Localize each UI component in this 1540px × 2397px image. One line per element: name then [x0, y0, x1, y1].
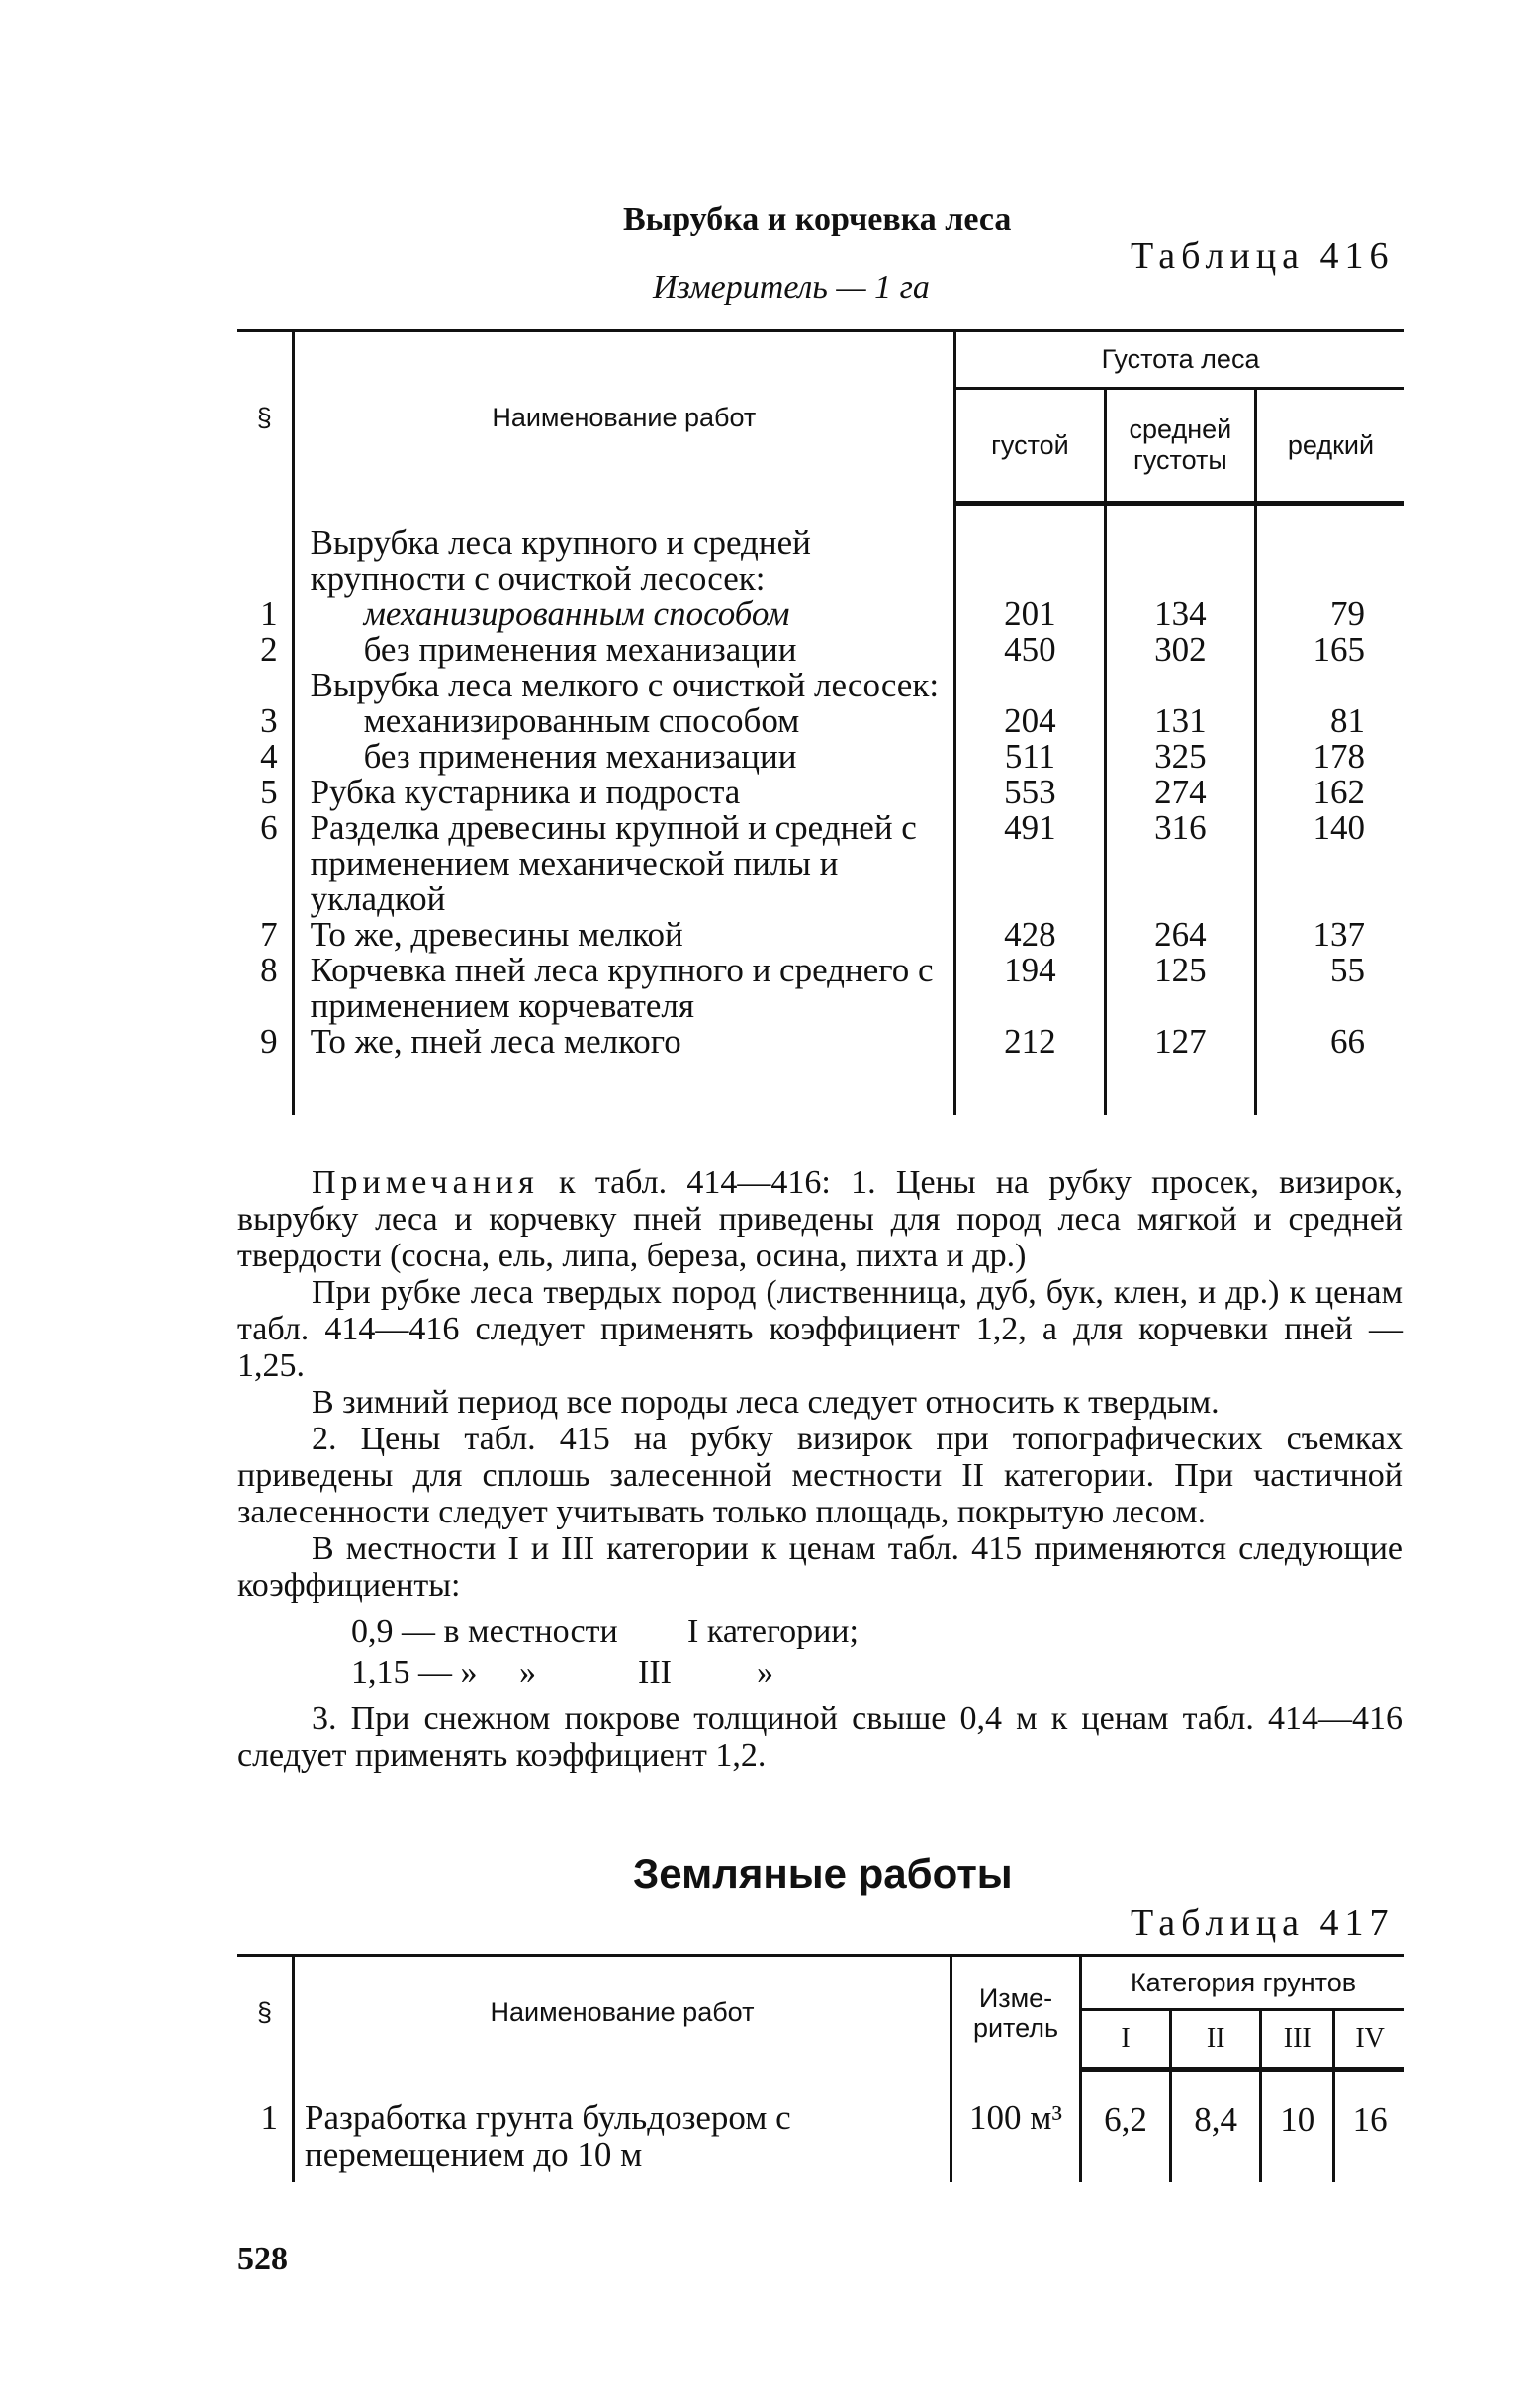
header-cat-3: III	[1261, 2010, 1334, 2070]
header-medium-line1: средней	[1129, 415, 1232, 444]
table-row	[237, 703, 1404, 739]
table-row	[237, 525, 1404, 597]
row-section	[237, 668, 293, 703]
row-section: 8	[237, 953, 293, 1024]
row-medium: 127	[1105, 1024, 1255, 1060]
table-417-label: Таблица 417	[1131, 1902, 1395, 1944]
row-section: 5	[237, 775, 293, 810]
header-soil-category: Категория грунтов	[1081, 1956, 1405, 2010]
row-dense: 450	[955, 632, 1106, 668]
row-cat-2: 8,4	[1171, 2070, 1261, 2172]
row-medium: 302	[1105, 632, 1255, 668]
note-paragraph-6: 3. При снежном покрове толщиной свыше 0,4 м к ценам табл. 414—416 следует применять коэффициент 1,2.	[237, 1701, 1403, 1774]
row-dense: 511	[955, 739, 1106, 775]
header-section: §	[237, 331, 293, 504]
row-medium: 316	[1105, 810, 1255, 917]
row-sparse: 81	[1330, 701, 1365, 740]
header-cat-1: I	[1081, 2010, 1171, 2070]
table-416-title: Вырубка и корчевка леса	[623, 201, 1012, 237]
row-sparse: 66	[1330, 1022, 1365, 1060]
coef-2-ditto-end: »	[757, 1654, 773, 1691]
notes-heading: Примечания	[312, 1164, 539, 1201]
row-section: 1	[237, 597, 293, 632]
row-medium	[1105, 668, 1255, 703]
coef-2-category: III	[638, 1654, 672, 1691]
row-name: Вырубка леса мелкого с очисткой лесосек:	[293, 668, 954, 703]
row-name: Разработка грунта бульдозером с перемещением до 10 м	[294, 2070, 951, 2172]
row-dense: 204	[955, 703, 1106, 739]
header-cat-4: IV	[1334, 2010, 1404, 2070]
header-unit-line2: ритель	[972, 2012, 1059, 2043]
table-row	[237, 917, 1404, 953]
table-417	[237, 1954, 1404, 2182]
table-416-label: Таблица 416	[1131, 235, 1395, 277]
row-section: 3	[237, 703, 293, 739]
row-cat-1: 6,2	[1081, 2070, 1171, 2172]
row-dense: 428	[955, 917, 1106, 953]
header-section: §	[237, 1956, 294, 2070]
row-sparse: 162	[1313, 773, 1365, 811]
header-forest-density: Густота леса	[955, 331, 1404, 389]
coef-2-ditto: »	[519, 1654, 536, 1691]
header-sparse: редкий	[1255, 389, 1404, 504]
table-row	[237, 810, 1404, 917]
row-sparse: 79	[1330, 595, 1365, 633]
row-name: Разделка древесины крупной и средней с применением механической пилы и укладкой	[293, 810, 954, 917]
row-medium: 131	[1105, 703, 1255, 739]
row-section: 7	[237, 917, 293, 953]
row-cat-4: 16	[1352, 2100, 1388, 2139]
row-section: 6	[237, 810, 293, 917]
row-name: То же, пней леса мелкого	[293, 1024, 954, 1060]
coef-2-value: 1,15 — »	[351, 1654, 478, 1691]
header-medium-line2: густоты	[1132, 445, 1227, 475]
header-medium	[1105, 389, 1255, 504]
table-row	[237, 597, 1404, 632]
row-sparse: 137	[1313, 915, 1365, 954]
row-sparse: 55	[1330, 951, 1365, 989]
note-paragraph-3: В зимний период все породы леса следует относить к твердым.	[312, 1384, 1220, 1421]
note-paragraph-4: 2. Цены табл. 415 на рубку визирок при топографических съемках приведены для сплошь залесенной местности II категории. При частичной залесенности следует учитывать только площадь, покрытую лесом.	[237, 1421, 1403, 1530]
row-medium: 125	[1105, 953, 1255, 1024]
row-medium: 274	[1105, 775, 1255, 810]
row-unit: 100 м³	[951, 2070, 1081, 2172]
table-row	[237, 1024, 1404, 1060]
row-sparse: 165	[1313, 630, 1365, 669]
table-416	[237, 329, 1404, 1115]
coef-1-value: 0,9 — в местности	[351, 1613, 618, 1650]
row-medium	[1105, 525, 1255, 597]
row-sparse	[1255, 668, 1404, 703]
row-name: механизированным способом	[293, 597, 954, 632]
coefficient-line-2	[351, 1654, 1403, 1691]
row-name: Корчевка пней леса крупного и среднего с применением корчевателя	[293, 953, 954, 1024]
row-name: без применения механизации	[293, 739, 954, 775]
row-name: Вырубка леса крупного и средней крупности с очисткой лесосек:	[293, 525, 954, 597]
row-name: без применения механизации	[293, 632, 954, 668]
note-paragraph-2: При рубке леса твердых пород (лиственница, дуб, бук, клен, и др.) к ценам табл. 414—416 следует применять коэффициент 1,2, а для корчевки пней — 1,25.	[237, 1274, 1403, 1384]
row-medium: 134	[1105, 597, 1255, 632]
header-unit-line1: Изме-	[978, 1982, 1053, 2013]
table-416-unit: Измеритель — 1 га	[653, 269, 930, 306]
row-medium: 325	[1105, 739, 1255, 775]
row-dense: 491	[955, 810, 1106, 917]
table-row	[237, 953, 1404, 1024]
row-dense	[955, 668, 1106, 703]
row-dense: 201	[955, 597, 1106, 632]
row-section	[237, 525, 293, 597]
header-dense: густой	[955, 389, 1106, 504]
header-unit	[951, 1956, 1081, 2070]
row-sparse: 140	[1313, 808, 1365, 847]
note-paragraph-5: В местности I и III категории к ценам табл. 415 применяются следующие коэффициенты:	[237, 1530, 1403, 1604]
row-dense	[955, 525, 1106, 597]
table-row	[237, 739, 1404, 775]
row-medium: 264	[1105, 917, 1255, 953]
row-dense: 553	[955, 775, 1106, 810]
note-paragraph-1	[237, 1164, 1403, 1274]
table-row	[237, 2070, 1404, 2172]
row-dense: 194	[955, 953, 1106, 1024]
row-section: 4	[237, 739, 293, 775]
row-name: Рубка кустарника и подроста	[293, 775, 954, 810]
note-1-text: к табл. 414—416: 1. Цены на рубку просек, визирок, вырубку леса и корчевку пней приведены для пород леса мягкой и средней твердости (сосна, ель, липа, береза, осина, пихта и др.)	[237, 1164, 1403, 1274]
row-name: механизированным способом	[293, 703, 954, 739]
table-row	[237, 775, 1404, 810]
coefficient-line-1	[351, 1613, 1403, 1650]
row-section: 2	[237, 632, 293, 668]
row-dense: 212	[955, 1024, 1106, 1060]
row-section: 1	[237, 2070, 294, 2172]
table-row	[237, 632, 1404, 668]
row-sparse	[1255, 525, 1404, 597]
page-number: 528	[237, 2241, 288, 2277]
header-work-name: Наименование работ	[293, 331, 954, 504]
row-sparse: 178	[1313, 737, 1365, 776]
notes-block	[237, 1164, 1403, 1774]
coef-1-category: I категории;	[687, 1613, 859, 1650]
table-row	[237, 668, 1404, 703]
header-cat-2: II	[1171, 2010, 1261, 2070]
table-417-title: Земляные работы	[633, 1850, 1013, 1896]
row-cat-3: 10	[1261, 2070, 1334, 2172]
header-work-name: Наименование работ	[294, 1956, 951, 2070]
row-section: 9	[237, 1024, 293, 1060]
row-name: То же, древесины мелкой	[293, 917, 954, 953]
